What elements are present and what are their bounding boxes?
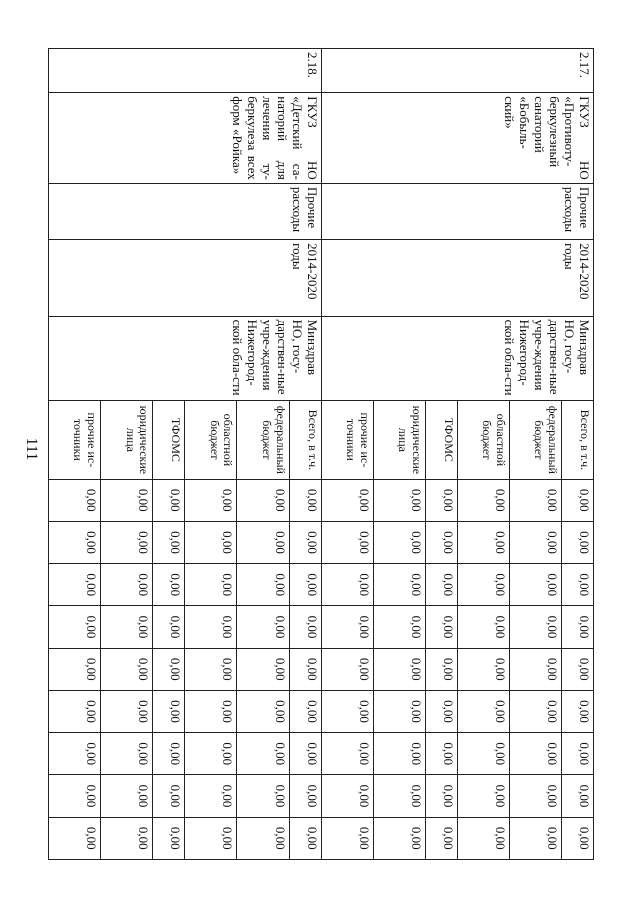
row-index-cell: 2.17. bbox=[321, 49, 593, 93]
value-cell: 0,00 bbox=[562, 648, 594, 690]
value-cell: 0,00 bbox=[49, 648, 101, 690]
value-cell: 0,00 bbox=[457, 775, 509, 817]
value-cell: 0,00 bbox=[185, 775, 237, 817]
value-cell: 0,00 bbox=[425, 606, 457, 648]
value-cell: 0,00 bbox=[237, 606, 289, 648]
value-cell: 0,00 bbox=[237, 564, 289, 606]
value-cell: 0,00 bbox=[49, 479, 101, 521]
value-cell: 0,00 bbox=[509, 690, 561, 732]
value-cell: 0,00 bbox=[185, 606, 237, 648]
funding-source-label: федеральный бюджет bbox=[509, 401, 561, 479]
funding-source-label: областной бюджет bbox=[185, 401, 237, 479]
value-cell: 0,00 bbox=[185, 521, 237, 563]
funding-source-label: прочие ис-точники bbox=[321, 401, 373, 479]
value-cell: 0,00 bbox=[237, 479, 289, 521]
value-cell: 0,00 bbox=[153, 648, 185, 690]
row-kind-cell: Прочие расходы bbox=[49, 183, 322, 239]
value-cell: 0,00 bbox=[457, 564, 509, 606]
value-cell: 0,00 bbox=[425, 690, 457, 732]
value-cell: 0,00 bbox=[321, 479, 373, 521]
value-cell: 0,00 bbox=[562, 775, 594, 817]
value-cell: 0,00 bbox=[289, 733, 321, 775]
row-index-cell: 2.18. bbox=[49, 49, 322, 93]
value-cell: 0,00 bbox=[101, 733, 153, 775]
value-cell: 0,00 bbox=[321, 817, 373, 859]
value-cell: 0,00 bbox=[185, 648, 237, 690]
table-row bbox=[289, 49, 321, 860]
value-cell: 0,00 bbox=[562, 564, 594, 606]
value-cell: 0,00 bbox=[321, 733, 373, 775]
value-cell: 0,00 bbox=[509, 564, 561, 606]
value-cell: 0,00 bbox=[321, 775, 373, 817]
value-cell: 0,00 bbox=[289, 648, 321, 690]
value-cell: 0,00 bbox=[562, 733, 594, 775]
value-cell: 0,00 bbox=[49, 690, 101, 732]
row-name-cell: ГКУЗ НО «Противоту-беркулезный санаторий «Бобыль-ский» bbox=[321, 93, 593, 184]
value-cell: 0,00 bbox=[153, 564, 185, 606]
value-cell: 0,00 bbox=[49, 521, 101, 563]
value-cell: 0,00 bbox=[289, 690, 321, 732]
value-cell: 0,00 bbox=[509, 521, 561, 563]
value-cell: 0,00 bbox=[509, 775, 561, 817]
value-cell: 0,00 bbox=[457, 690, 509, 732]
value-cell: 0,00 bbox=[289, 606, 321, 648]
value-cell: 0,00 bbox=[509, 733, 561, 775]
value-cell: 0,00 bbox=[49, 606, 101, 648]
value-cell: 0,00 bbox=[373, 606, 425, 648]
row-name-cell: ГКУЗ НО «Детский са-наторий для лечения ту-беркулеза всех форм «Ройка» bbox=[49, 93, 322, 184]
value-cell: 0,00 bbox=[185, 564, 237, 606]
value-cell: 0,00 bbox=[237, 775, 289, 817]
value-cell: 0,00 bbox=[373, 479, 425, 521]
value-cell: 0,00 bbox=[373, 733, 425, 775]
value-cell: 0,00 bbox=[425, 479, 457, 521]
funding-source-label: ТФОМС bbox=[425, 401, 457, 479]
value-cell: 0,00 bbox=[153, 606, 185, 648]
value-cell: 0,00 bbox=[153, 690, 185, 732]
value-cell: 0,00 bbox=[289, 479, 321, 521]
value-cell: 0,00 bbox=[237, 690, 289, 732]
value-cell: 0,00 bbox=[425, 817, 457, 859]
budget-table bbox=[48, 48, 594, 860]
value-cell: 0,00 bbox=[457, 648, 509, 690]
value-cell: 0,00 bbox=[49, 564, 101, 606]
value-cell: 0,00 bbox=[101, 648, 153, 690]
value-cell: 0,00 bbox=[237, 648, 289, 690]
value-cell: 0,00 bbox=[321, 564, 373, 606]
value-cell: 0,00 bbox=[425, 733, 457, 775]
value-cell: 0,00 bbox=[289, 775, 321, 817]
row-period-cell: 2014-2020 годы bbox=[321, 240, 593, 316]
value-cell: 0,00 bbox=[562, 690, 594, 732]
value-cell: 0,00 bbox=[101, 606, 153, 648]
value-cell: 0,00 bbox=[509, 479, 561, 521]
page-number: 111 bbox=[23, 437, 40, 461]
value-cell: 0,00 bbox=[153, 521, 185, 563]
value-cell: 0,00 bbox=[185, 479, 237, 521]
value-cell: 0,00 bbox=[153, 733, 185, 775]
value-cell: 0,00 bbox=[153, 817, 185, 859]
value-cell: 0,00 bbox=[562, 521, 594, 563]
value-cell: 0,00 bbox=[457, 479, 509, 521]
value-cell: 0,00 bbox=[101, 479, 153, 521]
funding-source-label: юридические лица bbox=[101, 401, 153, 479]
value-cell: 0,00 bbox=[289, 817, 321, 859]
table-row bbox=[562, 49, 594, 860]
row-kind-cell: Прочие расходы bbox=[321, 183, 593, 239]
rotated-table-wrapper bbox=[48, 48, 594, 860]
value-cell: 0,00 bbox=[321, 648, 373, 690]
value-cell: 0,00 bbox=[373, 521, 425, 563]
funding-source-label: областной бюджет bbox=[457, 401, 509, 479]
value-cell: 0,00 bbox=[237, 521, 289, 563]
value-cell: 0,00 bbox=[562, 479, 594, 521]
value-cell: 0,00 bbox=[101, 817, 153, 859]
value-cell: 0,00 bbox=[153, 479, 185, 521]
value-cell: 0,00 bbox=[425, 775, 457, 817]
value-cell: 0,00 bbox=[321, 606, 373, 648]
value-cell: 0,00 bbox=[509, 606, 561, 648]
value-cell: 0,00 bbox=[101, 775, 153, 817]
value-cell: 0,00 bbox=[425, 521, 457, 563]
value-cell: 0,00 bbox=[49, 775, 101, 817]
value-cell: 0,00 bbox=[425, 648, 457, 690]
value-cell: 0,00 bbox=[457, 733, 509, 775]
value-cell: 0,00 bbox=[373, 564, 425, 606]
value-cell: 0,00 bbox=[321, 521, 373, 563]
funding-source-label: федеральный бюджет bbox=[237, 401, 289, 479]
value-cell: 0,00 bbox=[457, 521, 509, 563]
value-cell: 0,00 bbox=[373, 690, 425, 732]
value-cell: 0,00 bbox=[321, 690, 373, 732]
value-cell: 0,00 bbox=[562, 817, 594, 859]
value-cell: 0,00 bbox=[153, 775, 185, 817]
row-executor-cell: Минздрав НО, госу-дарствен-ные учре-ждения Нижегород-ской обла-сти bbox=[49, 316, 322, 401]
value-cell: 0,00 bbox=[185, 817, 237, 859]
funding-source-label: юридические лица bbox=[373, 401, 425, 479]
funding-source-label: прочие ис-точники bbox=[49, 401, 101, 479]
value-cell: 0,00 bbox=[101, 521, 153, 563]
value-cell: 0,00 bbox=[457, 817, 509, 859]
table-body bbox=[49, 49, 594, 860]
row-period-cell: 2014-2020 годы bbox=[49, 240, 322, 316]
value-cell: 0,00 bbox=[101, 690, 153, 732]
value-cell: 0,00 bbox=[185, 733, 237, 775]
value-cell: 0,00 bbox=[101, 564, 153, 606]
value-cell: 0,00 bbox=[457, 606, 509, 648]
value-cell: 0,00 bbox=[509, 648, 561, 690]
value-cell: 0,00 bbox=[373, 648, 425, 690]
value-cell: 0,00 bbox=[289, 564, 321, 606]
value-cell: 0,00 bbox=[562, 606, 594, 648]
value-cell: 0,00 bbox=[49, 817, 101, 859]
funding-source-label: Всего, в т.ч. bbox=[562, 401, 594, 479]
value-cell: 0,00 bbox=[373, 775, 425, 817]
value-cell: 0,00 bbox=[289, 521, 321, 563]
value-cell: 0,00 bbox=[49, 733, 101, 775]
value-cell: 0,00 bbox=[185, 690, 237, 732]
row-executor-cell: Минздрав НО, госу-дарствен-ные учре-ждения Нижегород-ской обла-сти bbox=[321, 316, 593, 401]
value-cell: 0,00 bbox=[373, 817, 425, 859]
funding-source-label: ТФОМС bbox=[153, 401, 185, 479]
value-cell: 0,00 bbox=[509, 817, 561, 859]
value-cell: 0,00 bbox=[237, 733, 289, 775]
funding-source-label: Всего, в т.ч. bbox=[289, 401, 321, 479]
value-cell: 0,00 bbox=[425, 564, 457, 606]
value-cell: 0,00 bbox=[237, 817, 289, 859]
